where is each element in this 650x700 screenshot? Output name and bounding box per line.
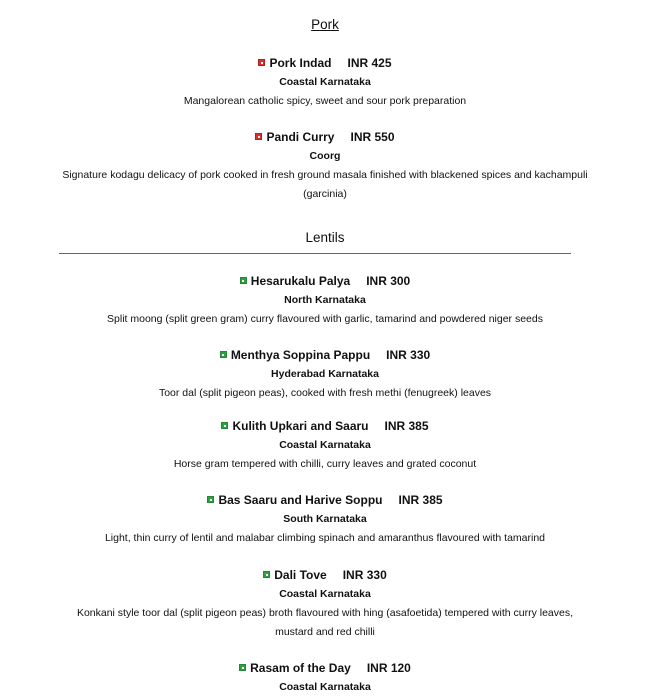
menu-item-description: Horse gram tempered with chilli, curry leaves and grated coconut	[173, 458, 477, 470]
menu-item-description: Toor dal (split pigeon peas), cooked with fresh methi (fenugreek) leaves	[158, 387, 492, 399]
menu-item-region: Coastal Karnataka	[279, 76, 371, 88]
menu-item-name: Hesarukalu Palya	[250, 274, 351, 288]
menu-item-description: Light, thin curry of lentil and malabar climbing spinach and amaranthus flavoured with tamarind	[104, 532, 546, 544]
menu-item-price: INR 385	[398, 493, 443, 507]
veg-icon	[263, 571, 270, 578]
menu-item-price: INR 330	[386, 348, 431, 362]
menu-item-region: Coastal Karnataka	[279, 681, 371, 693]
menu-item-region: North Karnataka	[284, 294, 366, 306]
menu-item-region: Hyderabad Karnataka	[271, 368, 379, 380]
menu-item-name: Pandi Curry	[266, 130, 335, 144]
menu-item-description: Konkani style toor dal (split pigeon peas) broth flavoured with hing (asafoetida) tempered with curry leaves, mustard and red chilli	[76, 607, 574, 638]
menu-item-header	[40, 660, 610, 676]
menu-item-name: Menthya Soppina Pappu	[230, 348, 371, 362]
menu-item-header	[40, 492, 610, 508]
menu-item-price: INR 550	[350, 130, 395, 144]
veg-icon	[240, 277, 247, 284]
menu-item-region: Coastal Karnataka	[279, 439, 371, 451]
menu-item-name: Dali Tove	[274, 568, 327, 582]
menu-item-region: Coorg	[309, 150, 341, 162]
section-divider	[59, 253, 571, 254]
veg-icon	[207, 496, 214, 503]
non-veg-icon	[258, 59, 265, 66]
menu-item-name: Rasam of the Day	[250, 661, 351, 675]
menu-item-kulith-upkari	[40, 418, 610, 474]
menu-item-pandi-curry	[40, 129, 610, 204]
menu-item-price: INR 425	[347, 56, 392, 70]
veg-icon	[239, 664, 246, 671]
menu-item-pork-indad	[40, 55, 610, 111]
menu-item-price: INR 330	[342, 568, 387, 582]
menu-item-name: Bas Saaru and Harive Soppu	[218, 493, 383, 507]
menu-item-description: Signature kodagu delicacy of pork cooked in fresh ground masala finished with blackened spices and kachampuli (garcinia)	[62, 169, 588, 200]
section-title-pork: Pork	[311, 17, 339, 32]
menu-item-menthya-soppina-pappu	[40, 347, 610, 403]
menu-item-rasam-of-the-day	[40, 660, 610, 695]
veg-icon	[220, 351, 227, 358]
menu-item-hesarukalu-palya	[40, 273, 610, 329]
menu-item-bas-saaru	[40, 492, 610, 548]
menu-item-price: INR 385	[384, 419, 429, 433]
menu-item-price: INR 300	[366, 274, 411, 288]
menu-item-name: Kulith Upkari and Saaru	[232, 419, 369, 433]
menu-item-region: South Karnataka	[283, 513, 367, 525]
menu-item-description: Split moong (split green gram) curry flavoured with garlic, tamarind and powdered niger seeds	[107, 313, 543, 325]
menu-item-region: Coastal Karnataka	[279, 588, 371, 600]
menu-item-price: INR 120	[366, 661, 411, 675]
menu-item-header	[40, 567, 610, 583]
menu-item-header	[40, 418, 610, 434]
menu-item-dali-tove	[40, 567, 610, 642]
menu-item-name: Pork Indad	[269, 56, 332, 70]
menu-item-header	[40, 347, 610, 363]
non-veg-icon	[255, 133, 262, 140]
menu-item-header	[40, 55, 610, 71]
veg-icon	[221, 422, 228, 429]
menu-item-header	[40, 129, 610, 145]
menu-item-header	[40, 273, 610, 289]
menu-item-description: Mangalorean catholic spicy, sweet and sour pork preparation	[183, 95, 467, 107]
section-title-lentils: Lentils	[305, 230, 345, 245]
